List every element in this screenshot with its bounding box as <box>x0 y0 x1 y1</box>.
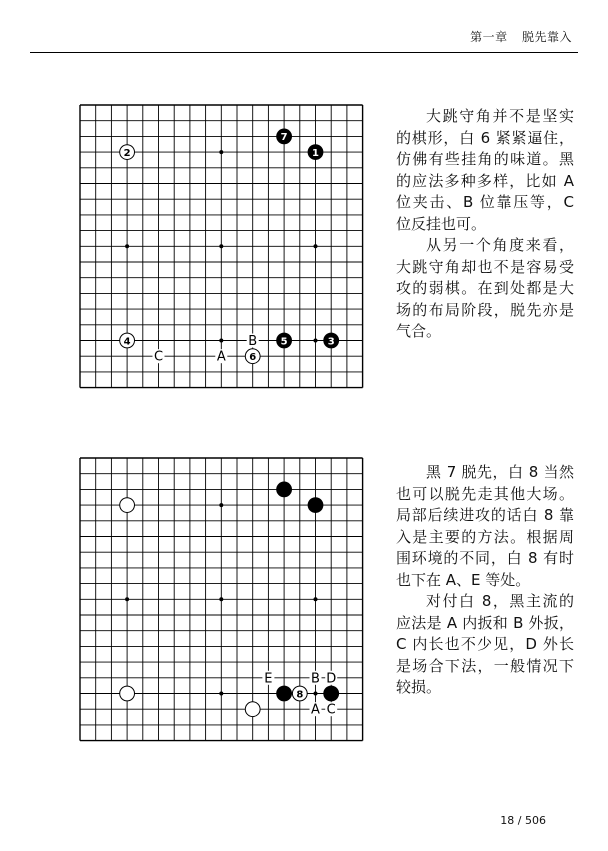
commentary-2 <box>396 462 574 699</box>
star-point <box>219 339 223 343</box>
position-mark-label: E <box>264 671 273 687</box>
header-divider <box>30 52 578 53</box>
black-stone <box>277 482 292 497</box>
move-number-label: 2 <box>123 147 131 159</box>
star-point <box>219 692 223 696</box>
black-stone <box>308 498 323 513</box>
star-point <box>125 244 129 248</box>
star-point <box>314 597 318 601</box>
star-point <box>219 597 223 601</box>
position-mark-label: B <box>248 334 258 349</box>
star-point <box>314 339 318 343</box>
page-number: 18 / 506 <box>500 814 546 827</box>
move-number-label: 5 <box>280 336 288 348</box>
star-point <box>125 597 129 601</box>
chapter-number: 第一章 <box>470 30 508 44</box>
page-header <box>460 28 572 45</box>
move-number-label: 8 <box>296 689 304 701</box>
white-stone <box>245 702 260 717</box>
position-mark-label: D <box>326 671 337 687</box>
move-number-label: 6 <box>249 352 257 363</box>
position-mark-label: A <box>216 349 226 365</box>
position-mark-label: C <box>326 702 336 718</box>
chapter-title: 脱先靠入 <box>521 30 572 44</box>
move-number-label: 7 <box>280 132 288 144</box>
star-point <box>314 692 318 696</box>
black-stone <box>277 686 292 701</box>
move-number-label: 3 <box>327 336 335 348</box>
black-stone <box>324 686 339 701</box>
star-point <box>219 244 223 248</box>
commentary-1-paragraph-1: 大跳守角并不是坚实的棋形，白 6 紧紧逼住，仿佛有些挂角的味道。黑的应法多种多样，比如 A 位夹击、B 位靠压等，C 位反挂也可。 <box>396 107 574 233</box>
go-board-2-svg <box>78 456 364 742</box>
position-mark-label: C <box>153 349 164 365</box>
commentary-1-paragraph-2: 从另一个角度来看，大跳守角却也不是容易受攻的弱棋。在到处都是大场的布局阶段，脱先亦是气合。 <box>396 236 574 340</box>
commentary-1 <box>396 106 574 343</box>
commentary-2-paragraph-1: 黑 7 脱先，白 8 当然也可以脱先走其他大场。局部后续进攻的话白 8 靠入是主要的方法。根据周围环境的不同，白 8 有时也下在 A、E 等处。 <box>396 463 574 589</box>
star-point <box>219 503 223 507</box>
commentary-2-paragraph-2: 对付白 8，黑主流的应法是 A 内扳和 B 外扳，C 内长也不少见，D 外长是场合下法，一般情况下较损。 <box>396 592 574 696</box>
move-number-label: 4 <box>123 336 131 348</box>
go-board-diagram-2 <box>78 456 364 742</box>
position-mark-label: B <box>311 671 320 687</box>
move-number-label: 1 <box>312 147 319 159</box>
position-mark-label: A <box>311 702 320 718</box>
go-board-1-svg <box>78 103 364 389</box>
go-board-diagram-1 <box>78 103 364 389</box>
star-point <box>314 244 318 248</box>
white-stone <box>120 686 135 701</box>
star-point <box>219 150 223 154</box>
white-stone <box>120 498 135 513</box>
